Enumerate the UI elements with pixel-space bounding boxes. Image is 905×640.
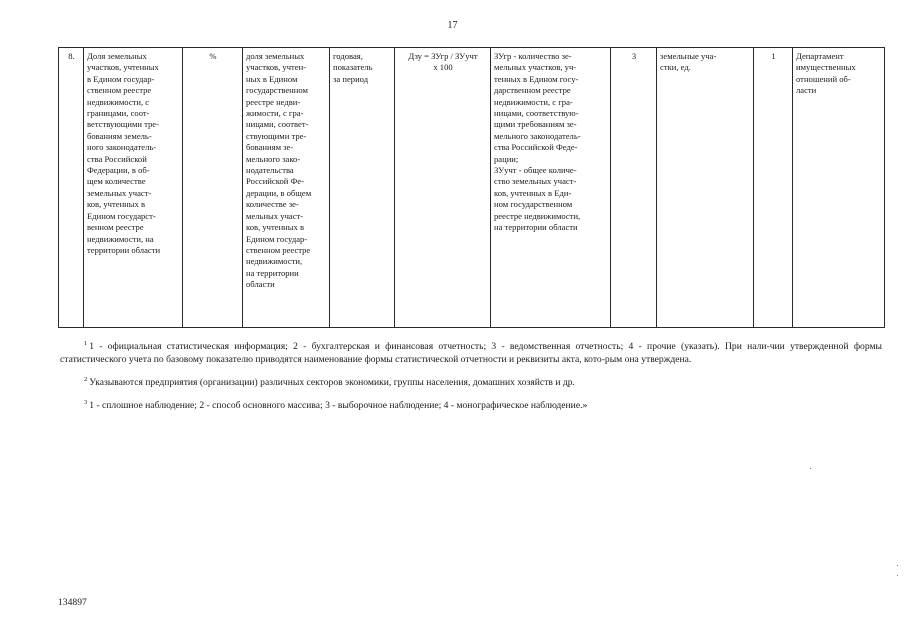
scan-speck: [897, 575, 898, 576]
footnotes: [60, 340, 882, 422]
footnote-2: [60, 376, 882, 389]
unit-cell: %: [183, 48, 243, 328]
footnote-text: 1 - официальная статистическая информация; 2 - бухгалтерская и финансовая отчетность; 3 - ведомственная отчетность; 4 - прочие (указать). При нали-чии утвержденной формы статистического учета по базовому показателю приводятся наименование формы статистической отчетности и реквизиты акта, кото-рым она утверждена.: [60, 341, 882, 365]
footnote-3: [60, 399, 882, 412]
footnote-1: [60, 340, 882, 366]
definition-cell: доля земельных участков, учтен- ных в Едином государственном реестре недви- жимости, с гра- ницами, соответ- ствующими тре- бованиям зе- мельного зако- нодательства Российской Фе- дерации, в общем количестве зе- мельных участ- ков, учтенных в Едином государ- ственном реестре недвижимости, на территории области: [243, 48, 330, 328]
formula-cell: Дзу = ЗУгр / ЗУучт х 100: [395, 48, 491, 328]
periodicity-cell: годовая, показатель за период: [330, 48, 395, 328]
footnote-mark: 1: [84, 340, 88, 347]
footnote-mark: 3: [84, 399, 88, 406]
population-cell: земельные уча- стки, ед.: [657, 48, 754, 328]
indicator-name-cell: Доля земельных участков, учтенных в Едином государ- ственном реестре недвижимости, с границами, соот- ветствующими тре- бованиям земель- ного законодатель- ства Российской Федерации, в об- щем количестве земельных участ- ков, учтенных в Едином государст- венном реестре недвижимости, на территории области: [84, 48, 183, 328]
footnote-text: 1 - сплошное наблюдение; 2 - способ основного массива; 3 - выборочное наблюдение; 4 - монографическое наблюдение.»: [89, 400, 588, 411]
page-number: 17: [447, 20, 458, 31]
footnote-text: Указываются предприятия (организации) различных секторов экономики, группы населения, домашних хозяйств и др.: [89, 377, 575, 388]
document-code: 134897: [58, 597, 87, 608]
row-number-cell: 8.: [59, 48, 84, 328]
footnote-mark: 2: [84, 376, 88, 383]
indicator-table: [58, 47, 885, 328]
responsible-body-cell: Департамент имущественных отношений об- ласти: [793, 48, 885, 328]
table-row: [59, 48, 885, 328]
base-indicators-cell: ЗУгр - количество зе- мельных участков, уч- тенных в Едином госу- дарственном реестре недвижимости, с гра- ницами, соответствую- щими требованиям зе- мельного законодатель- ства Российской Феде- рации; ЗУучт - общее количе- ство земельных участ- ков, учтенных в Еди- ном государственном реестре недвижимости, на территории области: [491, 48, 611, 328]
collection-method-cell: 3: [611, 48, 657, 328]
observation-type-cell: 1: [754, 48, 793, 328]
scan-speck: [897, 565, 898, 566]
scan-speck: [810, 468, 811, 469]
